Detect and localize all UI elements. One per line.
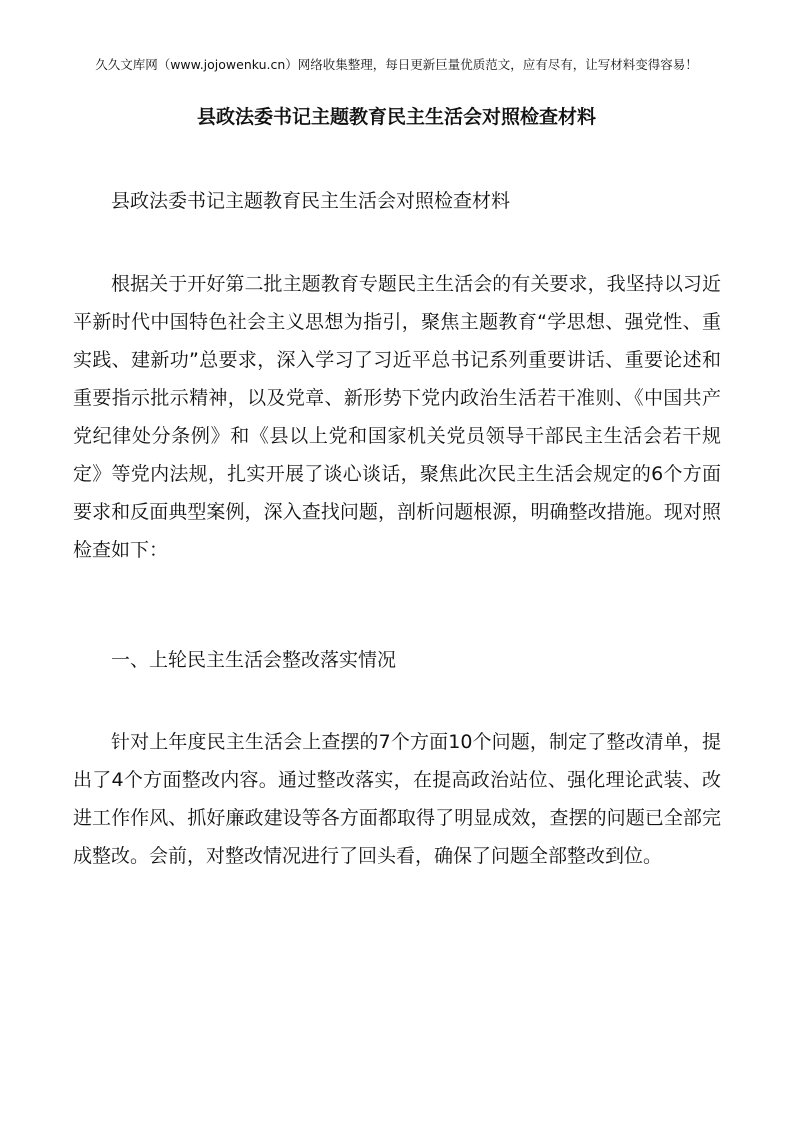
section-1-paragraph: 针对上年度民主生活会上查摆的7个方面10个问题，制定了整改清单，提出了4个方面整改内容。通过整改落实，在提高政治站位、强化理论武装、改进工作作风、抓好廉政建设等各方面都取得了明显成效，查摆的问题已全部完成整改。会前，对整改情况进行了回头看，确保了问题全部整改到位。 <box>73 731 721 867</box>
section-1-heading: 一、上轮民主生活会整改落实情况 <box>111 649 397 671</box>
header-note: 久久文库网（www.jojowenku.cn）网络收集整理，每日更新巨量优质范文，应有尽有，让写材料变得容易！ <box>95 57 698 72</box>
document-title: 县政法委书记主题教育民主生活会对照检查材料 <box>196 106 596 128</box>
intro-paragraph: 根据关于开好第二批主题教育专题民主生活会的有关要求，我坚持以习近平新时代中国特色社会主义思想为指引，聚焦主题教育“学思想、强党性、重实践、建新功”总要求，深入学习了习近平总书记系列重要讲话、重要论述和重要指示批示精神，以及党章、新形势下党内政治生活若干准则、《中国共产党纪律处分条例》和《县以上党和国家机关党员领导干部民主生活会若干规定》等党内法规，扎实开展了谈心谈话，聚焦此次民主生活会规定的6个方面要求和反面典型案例，深入查找问题，剖析问题根源，明确整改措施。现对照检查如下： <box>73 273 721 561</box>
document-subtitle: 县政法委书记主题教育民主生活会对照检查材料 <box>111 190 511 212</box>
